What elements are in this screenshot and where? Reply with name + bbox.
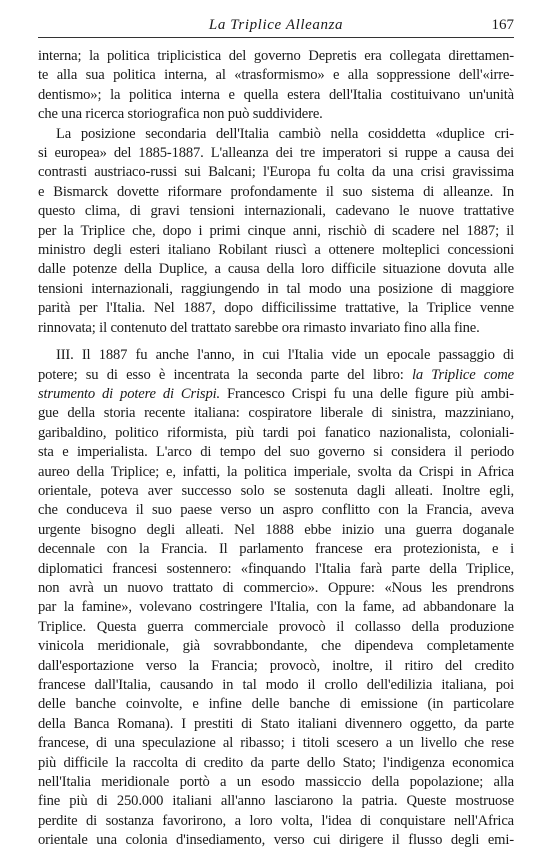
text-line: Triplice. Questa guerra commerciale provocò il collasso della produzione [38,618,514,635]
text-line: decennale con la Francia. Il parlamento francese era protezionista, e i [38,541,514,558]
text-line: francese dall'Italia, causando in tal modo il crollo dell'edilizia italiana, poi [38,677,514,693]
header-rule [38,37,514,38]
text-line: ministro degli esteri italiano Robilant riuscì a ottenere molteplici concessioni [38,242,514,259]
text-line: diplomatici francesi sostennero: «finquando l'Italia farà parte della Triplice, [38,560,514,577]
text-line: parità per l'Italia. Nel 1887, dopo difficilissime trattative, la Triplice venne [38,300,514,317]
page-number: 167 [491,17,514,33]
text-line: orientale, poteva aver successo solo se sostenuta dagli alleati. Inoltre egli, [38,482,514,499]
text-line: e Bismarck dovette riformare profondamente il suo sistema di alleanze. In [38,183,514,200]
paragraph [38,125,514,338]
text-line [38,366,514,385]
paragraph [38,47,514,125]
text-line: non avrà un nuovo trattato di commercio». Oppure: «Nous les prendrons [38,579,514,596]
text-line: par la famine», volevano costringere l'Italia, con la fame, ad abbandonare la [38,599,514,616]
text-line: si europea» del 1885-1887. L'alleanza dei tre imperatori si ruppe a causa dei [38,145,514,162]
text-line: per la Triplice che, dopo i primi cinque anni, rischiò di scadere nel 1887; il [38,222,514,239]
text-segment: potere; su di esso è incentrata la seconda parte del libro: [38,366,412,383]
text-line: più difficile la raccolta di credito da parte dello Stato; l'indigenza economica [38,754,514,771]
book-page [38,14,514,851]
book-title-part: la Triplice come [411,366,514,383]
text-line: sta e imperialista. L'arco di tempo del suo governo si considera il periodo [38,444,514,461]
text-line: interna; la politica triplicistica del governo Depretis era collegata direttamen- [38,48,514,64]
text-line: nell'Italia meridionale portò a un esodo massiccio della popolazione; alla [38,774,514,791]
text-line: orientale una colonia d'insediamento, verso cui dirigere il flusso degli emi- [38,832,514,849]
text-line: contrasti austriaco-russi sui Balcani; l'Europa fu colta da una crisi gravissima [38,164,514,181]
text-line: urgente bisogno degli alleati. Nel 1888 ebbe inizio una guerra doganale [38,521,514,538]
text-line: perdite di sostanza favorirono, a loro volta, l'idea di conquistare nell'Africa [38,812,514,829]
text-line: della Banca Romana). I prestiti di Stato italiani divennero oggetto, da parte [38,715,514,732]
book-title-part: strumento di potere di Crispi. [38,385,221,402]
text-line: dentismo»; la politica interna e quella estera dell'Italia costituivano un'unità [38,86,514,103]
running-title: La Triplice Alleanza [208,17,344,33]
text-line: che conduceva il suo paese verso un aspro conflitto con la Francia, aveva [38,502,514,519]
paragraph [38,346,514,851]
text-line: fine più di 250.000 italiani all'anno lasciarono la patria. Queste mostruose [38,793,514,810]
text-line: che una ricerca storiografica non può suddividere. [38,106,323,123]
text-line: III. Il 1887 fu anche l'anno, in cui l'Italia vide un epocale passaggio di [56,347,514,364]
text-segment: Francesco Crispi fu una delle figure più ambi- [220,385,514,402]
section-gap [38,338,514,346]
text-line: aureo della Triplice; e, infatti, la politica imperiale, svolta da Crispi in Africa [38,463,514,480]
running-header [38,14,514,36]
text-line: vinicola meridionale, già sovrabbondante, che dipendeva completamente [38,638,514,655]
text-line: rinnovata; il contenuto del trattato sarebbe ora rimasto invariato fino alla fine. [38,319,480,336]
text-line: delle banche coinvolte, e infine delle banche di emissione (in particolare [38,696,514,713]
text-line: te alla sua politica interna, al «trasformismo» e alla soppressione dell'«irre- [38,67,514,84]
body-text [38,47,514,851]
text-line: tensioni internazionali, raggiungendo in tal modo una posizione di maggiore [38,280,514,297]
text-line: dall'esportazione verso la Francia; provocò, inoltre, il ritiro del credito [38,657,514,674]
text-line: gue della storia recente italiana: cospiratore liberale di sinistra, mazziniano, [38,405,514,422]
text-line: francese, di una speculazione al ribasso; i titoli scesero a un livello che rese [38,735,514,752]
text-line: La posizione secondaria dell'Italia cambiò nella cosiddetta «duplice cri- [56,125,514,142]
text-line [38,385,514,404]
text-line: questo clima, di gravi tensioni internazionali, cadevano le nuove trattative [38,203,514,220]
text-line: garibaldino, politico riformista, più tardi poi fanatico nazionalista, coloniali- [38,424,514,441]
text-line: dalle potenze della Duplice, a causa della loro difficile situazione dovuta alle [38,261,514,278]
